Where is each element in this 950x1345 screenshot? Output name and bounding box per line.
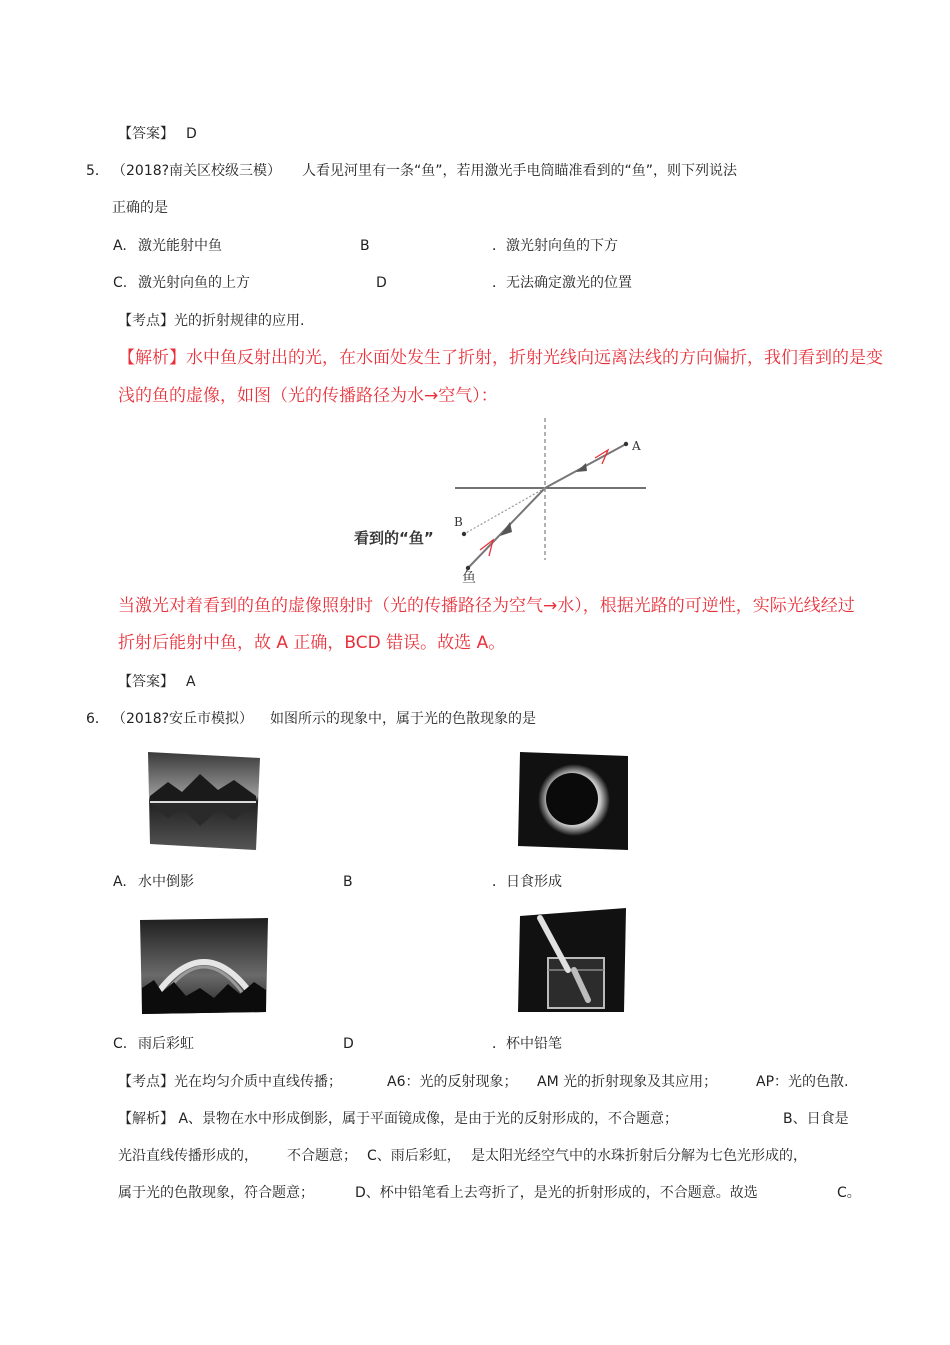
q5-option-a-text: 激光能射中鱼 (138, 238, 222, 254)
q5-stem-line2: 正确的是 (112, 200, 168, 216)
q6-jiexi-2a: 光沿直线传播形成的， (118, 1148, 258, 1164)
q6-option-b-text: ．日食形成 (492, 874, 562, 890)
q5-option-c-text: 激光射向鱼的上方 (138, 275, 250, 291)
refraction-diagram (340, 410, 660, 590)
q5-answer-label: 【答案】 (118, 674, 174, 690)
q6-option-c-text: 雨后彩虹 (138, 1036, 194, 1052)
virtual-image-line (464, 488, 545, 534)
q6-kaodian-3: AM 光的折射现象及其应用； (537, 1074, 718, 1090)
image-water-reflection (148, 752, 260, 850)
q6-jiexi-3b: D、杯中铅笔看上去弯折了，是光的折射形成的，不合题意。故选 (355, 1185, 758, 1201)
q5-jiexi-line4: 折射后能射中鱼，故 A 正确，BCD 错误。故选 A。 (118, 633, 506, 653)
label-fish: 鱼 (462, 570, 476, 586)
q6-jiexi-2d: 是太阳光经空气中的水珠折射后分解为七色光形成的， (471, 1148, 807, 1164)
q6-jiexi-1a: 【解析】 A、景物在水中形成倒影，属于平面镜成像，是由于光的反射形成的，不合题意； (118, 1111, 679, 1127)
q6-option-a-text: 水中倒影 (138, 874, 194, 890)
q5-jiexi-line1: 【解析】水中鱼反射出的光，在水面处发生了折射，折射光线向远离法线的方向偏折，我们看到的是变 (118, 348, 883, 368)
q5-number: 5． (86, 163, 109, 179)
q6-jiexi-2b: 不合题意； (287, 1148, 357, 1164)
q6-option-d-letter: D (343, 1036, 354, 1052)
image-solar-eclipse (518, 752, 630, 850)
q6-kaodian-2: A6：光的反射现象； (387, 1074, 518, 1090)
q4-answer-label: 【答案】 (118, 126, 174, 142)
q5-jiexi-line2: 浅的鱼的虚像，如图（光的传播路径为水→空气）： (118, 386, 498, 406)
image-pencil-in-cup (518, 908, 628, 1014)
q6-option-c-letter: C. (113, 1036, 128, 1052)
q6-jiexi-1b: B、日食是 (783, 1111, 849, 1127)
label-a: A (632, 439, 641, 453)
q5-kaodian: 【考点】光的折射规律的应用. (118, 313, 305, 329)
q5-source: （2018?南关区校级三模） (112, 163, 282, 179)
q6-kaodian-1: 【考点】光在均匀介质中直线传播； (118, 1074, 342, 1090)
refracted-ray-arrow (576, 463, 587, 472)
incident-ray-arrow (500, 522, 512, 536)
q6-jiexi-2c: C、雨后彩虹， (367, 1148, 461, 1164)
q5-answer: A (186, 674, 196, 690)
q5-option-d-text: ．无法确定激光的位置 (492, 275, 632, 291)
q6-jiexi-3c: C。 (837, 1185, 861, 1201)
q6-jiexi-3a: 属于光的色散现象，符合题意； (118, 1185, 314, 1201)
q4-answer: D (186, 126, 197, 142)
q5-stem-line1: 人看见河里有一条“鱼”，若用激光手电筒瞄准看到的“鱼”，则下列说法 (302, 163, 738, 179)
q5-option-b-letter: B (360, 238, 370, 254)
q5-option-c-letter: C. (113, 275, 128, 291)
q5-option-d-letter: D (376, 275, 387, 291)
point-b-dot (462, 532, 466, 536)
q6-option-a-letter: A. (113, 874, 127, 890)
point-a-dot (624, 442, 628, 446)
label-seen-fish: 看到的“鱼” (354, 529, 434, 547)
q6-source: （2018?安丘市模拟） (112, 711, 254, 727)
q6-stem: 如图所示的现象中，属于光的色散现象的是 (270, 711, 536, 727)
q6-number: 6． (86, 711, 109, 727)
q6-option-b-letter: B (343, 874, 353, 890)
q5-option-a-letter: A. (113, 238, 127, 254)
label-b: B (454, 515, 463, 529)
image-rainbow (140, 918, 268, 1014)
q6-kaodian-4: AP：光的色散. (756, 1074, 849, 1090)
q5-jiexi-line3: 当激光对着看到的鱼的虚像照射时（光的传播路径为空气→水），根据光路的可逆性，实际光线经过 (118, 596, 855, 616)
q5-option-b-text: ．激光射向鱼的下方 (492, 238, 618, 254)
q6-option-d-text: ．杯中铅笔 (492, 1036, 562, 1052)
